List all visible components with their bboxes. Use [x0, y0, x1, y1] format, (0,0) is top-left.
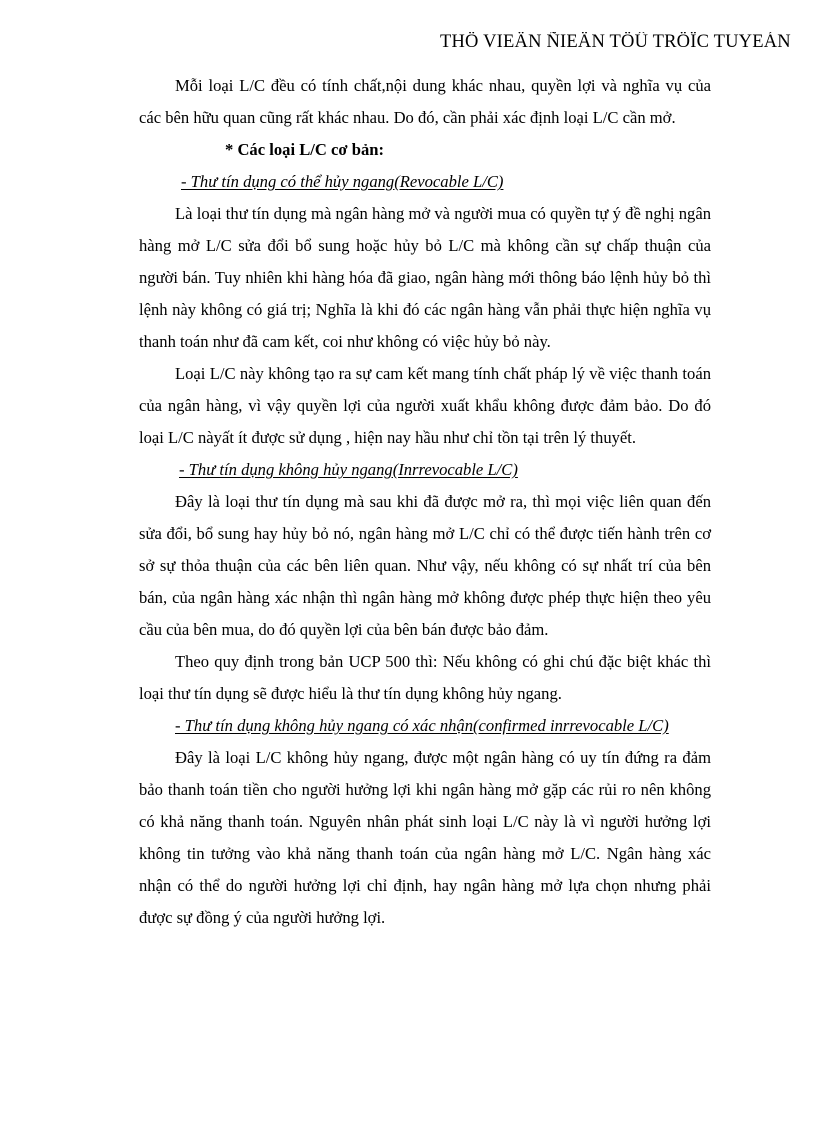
subheading-revocable-text: - Thư tín dụng có thể hủy ngang(Revocable L/C): [181, 172, 504, 191]
paragraph-confirmed-irrevocable: Đây là loại L/C không hủy ngang, được một ngân hàng có uy tín đứng ra đảm bảo thanh toán tiền cho người hưởng lợi khi ngân hàng mở gặp các rủi ro nên không có khả năng thanh toán. Nguyên nhân phát sinh loại L/C này là vì người hưởng lợi không tin tưởng vào khả năng thanh toán của ngân hàng mở L/C. Ngân hàng xác nhận có thể do người hưởng lợi chỉ định, hay ngân hàng mở lựa chọn nhưng phải được sự đồng ý của người hưởng lợi.: [139, 748, 711, 927]
paragraph-revocable-definition: Là loại thư tín dụng mà ngân hàng mở và người mua có quyền tự ý đề nghị ngân hàng mở L/C sửa đổi bổ sung hoặc hủy bỏ L/C mà không cần sự chấp thuận của người bán. Tuy nhiên khi hàng hóa đã giao, ngân hàng mới thông báo lệnh hủy bỏ thì lệnh này không có giá trị; Nghĩa là khi đó các ngân hàng vẫn phải thực hiện nghĩa vụ thanh toán như đã cam kết, coi như không có việc hủy bỏ này.: [139, 204, 711, 351]
intro-paragraph: Mỗi loại L/C đều có tính chất,nội dung khác nhau, quyền lợi và nghĩa vụ của các bên hữu quan cũng rất khác nhau. Do đó, cần phải xác định loại L/C cần mở.: [139, 76, 711, 127]
document-body: [139, 70, 711, 934]
subheading-confirmed-irrevocable-text: - Thư tín dụng không hủy ngang có xác nhận(confirmed inrrevocable L/C): [175, 716, 669, 735]
subheading-irrevocable-text: - Thư tín dụng không hủy ngang(Inrrevocable L/C): [179, 460, 518, 479]
paragraph-irrevocable-ucp: Theo quy định trong bản UCP 500 thì: Nếu không có ghi chú đặc biệt khác thì loại thư tín dụng sẽ được hiểu là thư tín dụng không hủy ngang.: [139, 652, 711, 703]
subheading-revocable: [139, 166, 711, 198]
running-header: THÖ VIEÄN ÑIEÄN TÖÛ TRÖÏC TUYEÁN: [440, 32, 791, 52]
subheading-irrevocable: [139, 454, 711, 486]
section-heading: * Các loại L/C cơ bản:: [225, 140, 384, 159]
subheading-confirmed-irrevocable: [139, 710, 711, 742]
paragraph-revocable-note: Loại L/C này không tạo ra sự cam kết mang tính chất pháp lý về việc thanh toán của ngân hàng, vì vậy quyền lợi của người xuất khẩu không được đảm bảo. Do đó loại L/C nàyất ít được sử dụng , hiện nay hầu như chỉ tồn tại trên lý thuyết.: [139, 364, 711, 447]
paragraph-irrevocable-definition: Đây là loại thư tín dụng mà sau khi đã được mở ra, thì mọi việc liên quan đến sửa đổi, bổ sung hay hủy bỏ nó, ngân hàng mở L/C chỉ có thể được tiến hành trên cơ sở sự thỏa thuận của các bên liên quan. Như vậy, nếu không có sự nhất trí của bên bán, của ngân hàng xác nhận thì ngân hàng mở không được phép thực hiện theo yêu cầu của bên mua, do đó quyền lợi của bên bán được bảo đảm.: [139, 492, 711, 639]
